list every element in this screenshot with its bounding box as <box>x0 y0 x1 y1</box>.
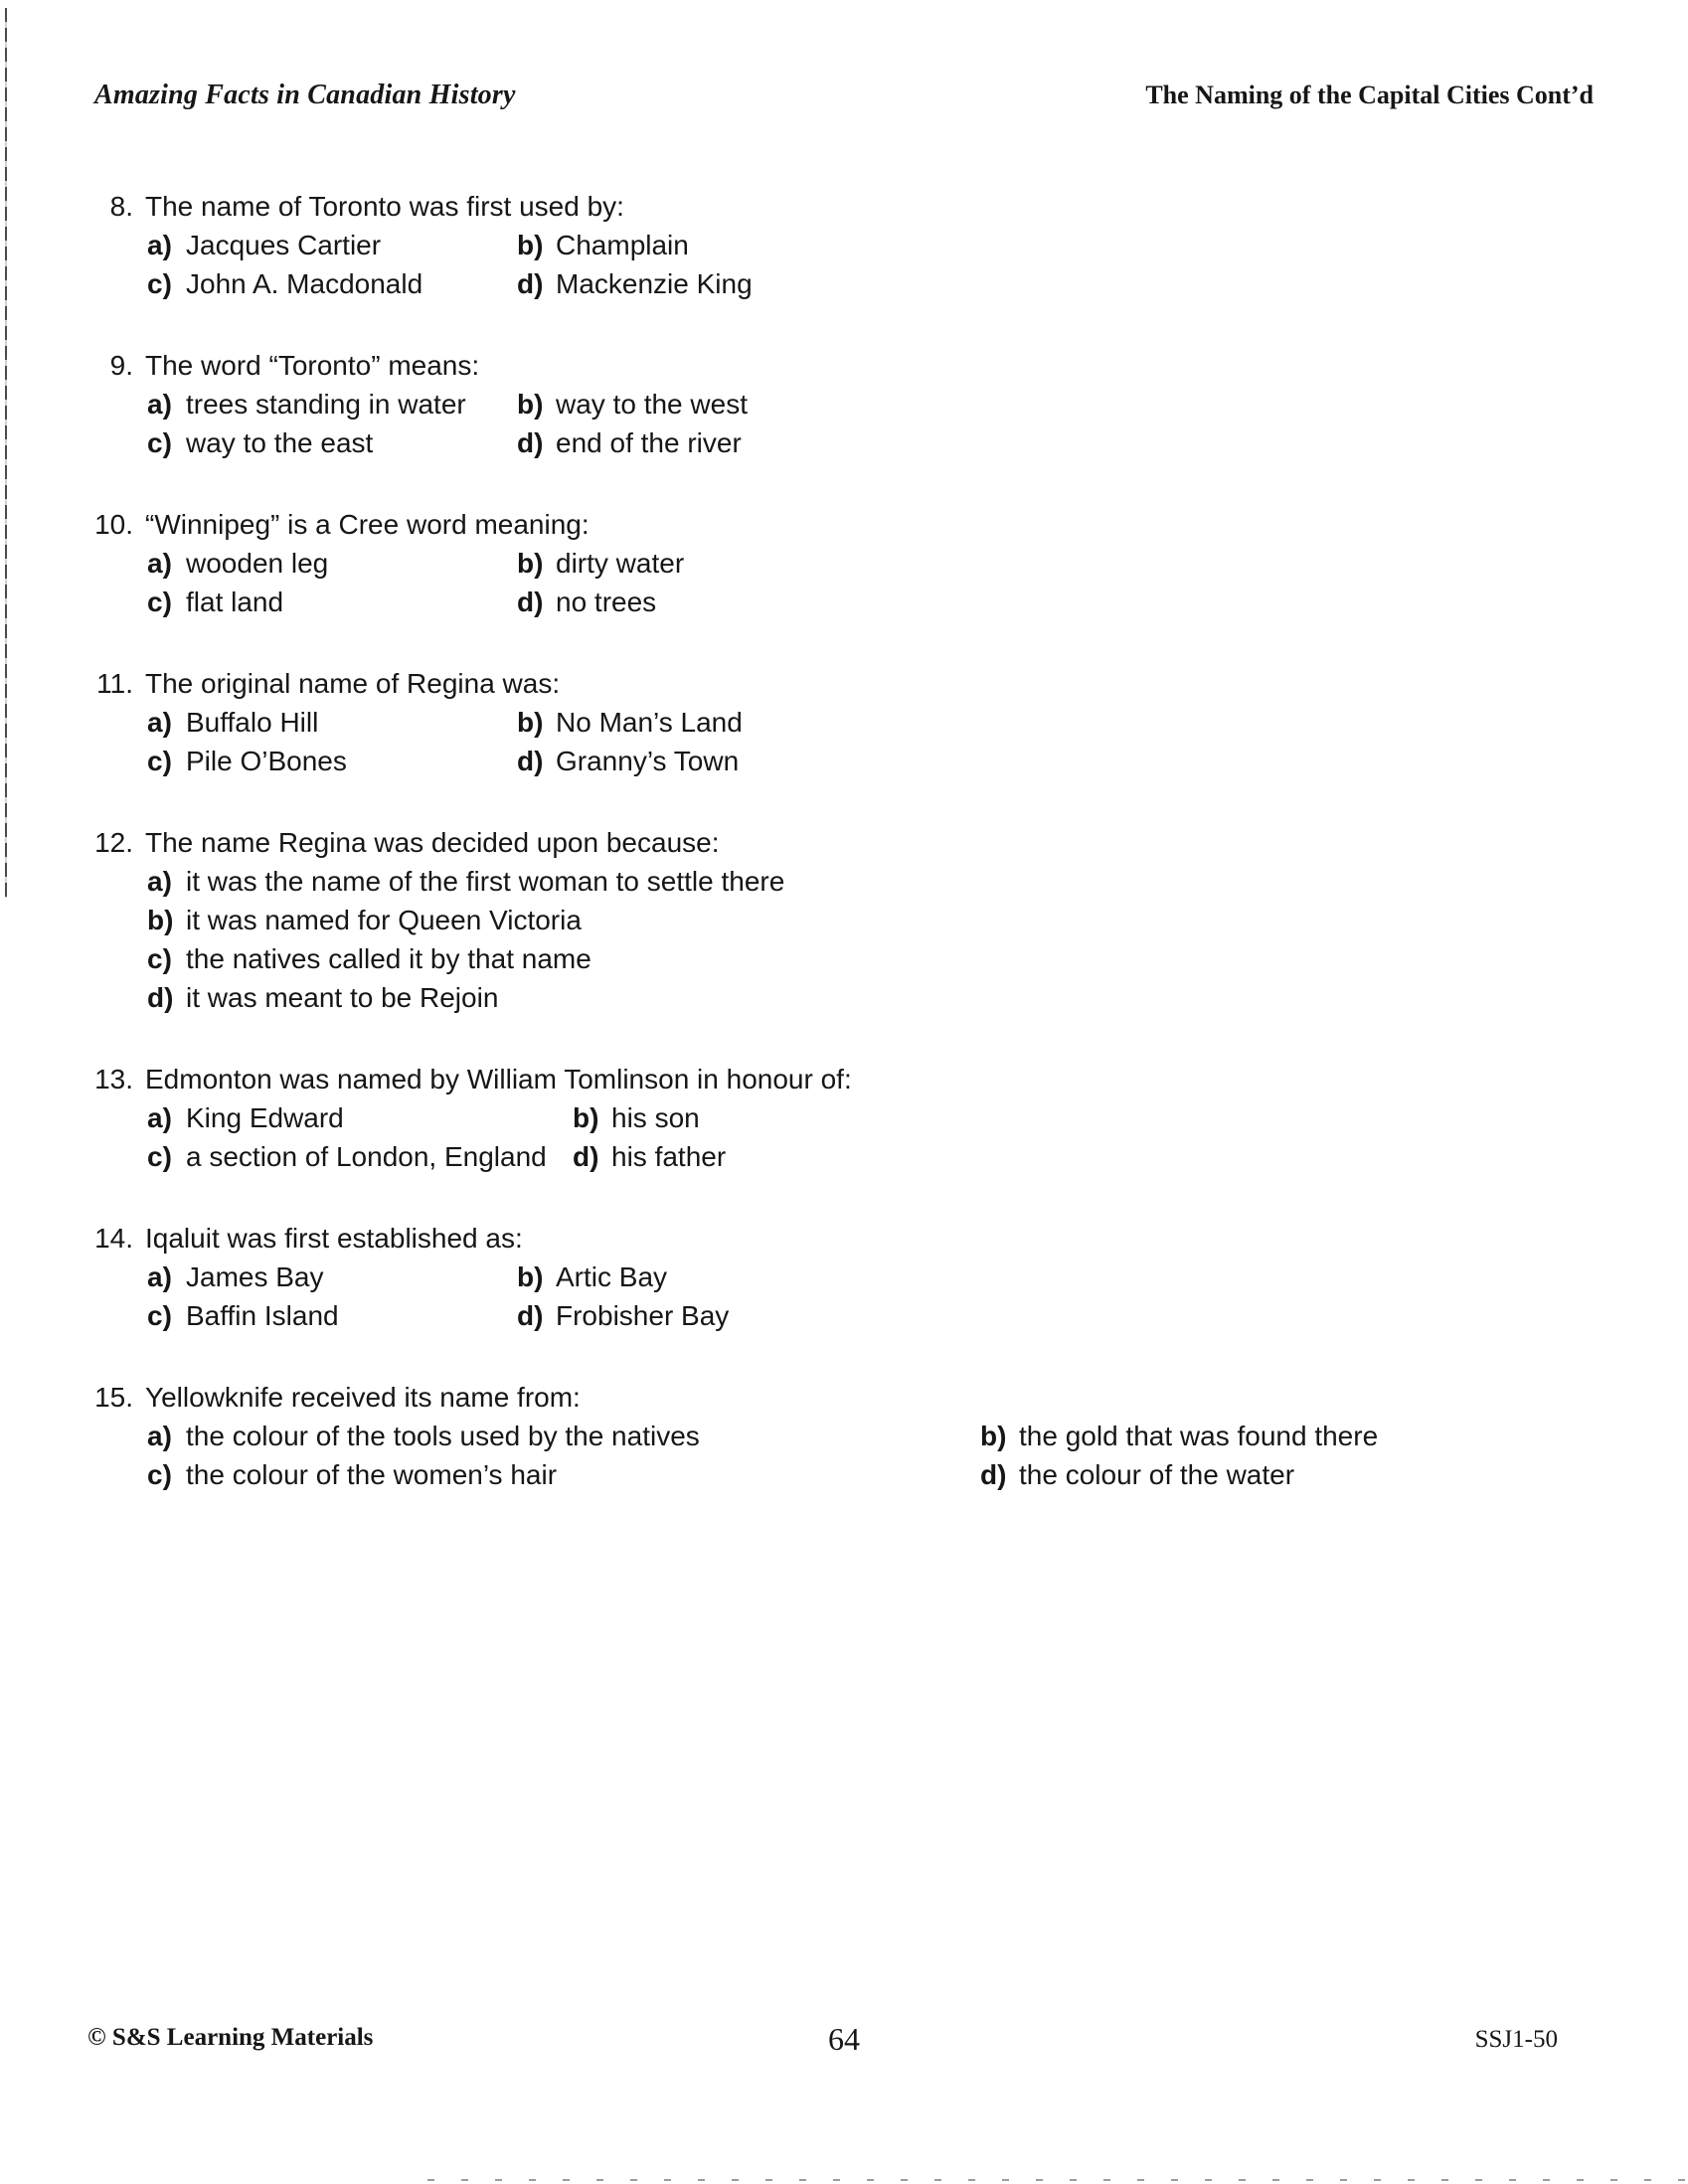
question-line <box>0 823 1688 862</box>
option-letter: c) <box>147 1459 172 1490</box>
answer-option <box>573 1098 1688 1137</box>
option-text: way to the west <box>556 389 748 420</box>
answer-option <box>980 1455 1688 1494</box>
option-text: the natives called it by that name <box>186 943 591 974</box>
option-letter: a) <box>147 230 172 260</box>
answer-options <box>147 1098 1688 1176</box>
option-text: Frobisher Bay <box>556 1300 730 1331</box>
option-letter: c) <box>147 587 172 617</box>
option-letter: b) <box>517 707 544 738</box>
footer-copyright: © S&S Learning Materials <box>87 2024 374 2051</box>
question-item <box>0 505 1688 621</box>
option-letter: c) <box>147 268 172 299</box>
question-text: Yellowknife received its name from: <box>145 1382 581 1413</box>
answer-option <box>147 385 517 423</box>
answer-option <box>517 385 1688 423</box>
question-number: 11. <box>96 668 133 699</box>
option-text: end of the river <box>556 427 742 458</box>
option-text: no trees <box>556 587 657 617</box>
answer-option <box>147 583 517 621</box>
option-letter: b) <box>573 1102 599 1133</box>
answer-options <box>147 862 1688 1017</box>
book-title: Amazing Facts in Canadian History <box>94 80 516 110</box>
section-title: The Naming of the Capital Cities Cont’d <box>1145 81 1594 109</box>
option-text: Champlain <box>556 230 689 260</box>
question-number: 12. <box>94 827 133 858</box>
option-text: John A. Macdonald <box>186 268 423 299</box>
answer-option <box>517 1258 1688 1296</box>
question-line <box>0 664 1688 703</box>
option-text: Mackenzie King <box>556 268 753 299</box>
option-text: No Man’s Land <box>556 707 743 738</box>
question-number: 13. <box>94 1064 133 1094</box>
option-letter: a) <box>147 1421 172 1451</box>
option-text: it was meant to be Rejoin <box>186 982 499 1013</box>
question-item <box>0 187 1688 303</box>
option-text: way to the east <box>186 427 374 458</box>
option-text: the gold that was found there <box>1019 1421 1379 1451</box>
answer-option <box>517 742 1688 780</box>
option-letter: a) <box>147 707 172 738</box>
option-letter: c) <box>147 1141 172 1172</box>
answer-option <box>147 226 517 264</box>
page-footer <box>0 2021 1688 2061</box>
option-letter: d) <box>573 1141 599 1172</box>
answer-option <box>147 862 1688 901</box>
answer-option <box>517 583 1688 621</box>
question-line <box>0 1219 1688 1258</box>
option-text: it was named for Queen Victoria <box>186 905 582 935</box>
option-text: dirty water <box>556 548 685 579</box>
question-item <box>0 1060 1688 1176</box>
option-text: wooden leg <box>186 548 329 579</box>
option-text: a section of London, England <box>186 1141 547 1172</box>
option-letter: d) <box>517 268 544 299</box>
option-letter: c) <box>147 1300 172 1331</box>
answer-options <box>147 703 1688 780</box>
option-letter: a) <box>147 548 172 579</box>
answer-option <box>147 544 517 583</box>
answer-option <box>147 264 517 303</box>
answer-option <box>517 264 1688 303</box>
option-text: Baffin Island <box>186 1300 339 1331</box>
question-line <box>0 505 1688 544</box>
answer-options <box>147 544 1688 621</box>
option-letter: b) <box>517 230 544 260</box>
question-item <box>0 1219 1688 1335</box>
option-text: Jacques Cartier <box>186 230 382 260</box>
option-text: his father <box>611 1141 727 1172</box>
answer-option <box>517 544 1688 583</box>
question-line <box>0 187 1688 226</box>
answer-option <box>147 939 1688 978</box>
question-number: 8. <box>109 191 133 222</box>
answer-options <box>147 1258 1688 1335</box>
option-text: Granny’s Town <box>556 746 740 776</box>
option-letter: a) <box>147 866 172 897</box>
option-letter: c) <box>147 427 172 458</box>
option-letter: b) <box>517 389 544 420</box>
option-text: Artic Bay <box>556 1261 668 1292</box>
option-letter: b) <box>517 1261 544 1292</box>
option-letter: c) <box>147 943 172 974</box>
option-text: James Bay <box>186 1261 324 1292</box>
question-number: 10. <box>94 509 133 540</box>
question-item <box>0 1378 1688 1494</box>
question-text: The name of Toronto was first used by: <box>145 191 624 222</box>
question-text: The original name of Regina was: <box>145 668 561 699</box>
option-letter: d) <box>517 427 544 458</box>
answer-options <box>147 385 1688 462</box>
option-letter: d) <box>980 1459 1007 1490</box>
option-letter: a) <box>147 1261 172 1292</box>
option-text: the colour of the women’s hair <box>186 1459 558 1490</box>
option-letter: b) <box>147 905 174 935</box>
answer-option <box>147 1455 980 1494</box>
question-item <box>0 346 1688 462</box>
question-text: “Winnipeg” is a Cree word meaning: <box>145 509 590 540</box>
question-text: Iqaluit was first established as: <box>145 1223 523 1254</box>
answer-option <box>517 423 1688 462</box>
answer-option <box>147 1296 517 1335</box>
answer-options <box>147 1417 1688 1494</box>
question-text: The name Regina was decided upon because: <box>145 827 720 858</box>
option-text: Pile O’Bones <box>186 746 347 776</box>
option-letter: d) <box>517 587 544 617</box>
option-text: trees standing in water <box>186 389 466 420</box>
answer-option <box>147 742 517 780</box>
answer-option <box>147 1258 517 1296</box>
question-item <box>0 823 1688 1017</box>
question-line <box>0 346 1688 385</box>
option-letter: d) <box>147 982 174 1013</box>
question-line <box>0 1060 1688 1098</box>
scan-artifact-bottom-line <box>427 2179 1688 2181</box>
option-text: King Edward <box>186 1102 344 1133</box>
answer-options <box>147 226 1688 303</box>
question-number: 9. <box>109 350 133 381</box>
option-text: Buffalo Hill <box>186 707 319 738</box>
question-number: 15. <box>94 1382 133 1413</box>
option-letter: b) <box>980 1421 1007 1451</box>
option-text: the colour of the tools used by the natives <box>186 1421 700 1451</box>
question-number: 14. <box>94 1223 133 1254</box>
answer-option <box>147 978 1688 1017</box>
option-letter: d) <box>517 1300 544 1331</box>
answer-option <box>517 1296 1688 1335</box>
answer-option <box>980 1417 1688 1455</box>
option-text: it was the name of the first woman to settle there <box>186 866 785 897</box>
answer-option <box>517 226 1688 264</box>
answer-option <box>573 1137 1688 1176</box>
question-line <box>0 1378 1688 1417</box>
question-text: Edmonton was named by William Tomlinson in honour of: <box>145 1064 852 1094</box>
option-text: his son <box>611 1102 700 1133</box>
option-letter: a) <box>147 389 172 420</box>
page-number: 64 <box>828 2021 860 2057</box>
answer-option <box>147 703 517 742</box>
option-letter: a) <box>147 1102 172 1133</box>
option-letter: d) <box>517 746 544 776</box>
option-text: flat land <box>186 587 284 617</box>
answer-option <box>517 703 1688 742</box>
answer-option <box>147 1417 980 1455</box>
question-text: The word “Toronto” means: <box>145 350 480 381</box>
option-letter: b) <box>517 548 544 579</box>
question-item <box>0 664 1688 780</box>
answer-option <box>147 1137 573 1176</box>
doc-code: SSJ1-50 <box>1474 2026 1558 2053</box>
answer-option <box>147 901 1688 939</box>
answer-option <box>147 1098 573 1137</box>
option-letter: c) <box>147 746 172 776</box>
option-text: the colour of the water <box>1019 1459 1295 1490</box>
answer-option <box>147 423 517 462</box>
